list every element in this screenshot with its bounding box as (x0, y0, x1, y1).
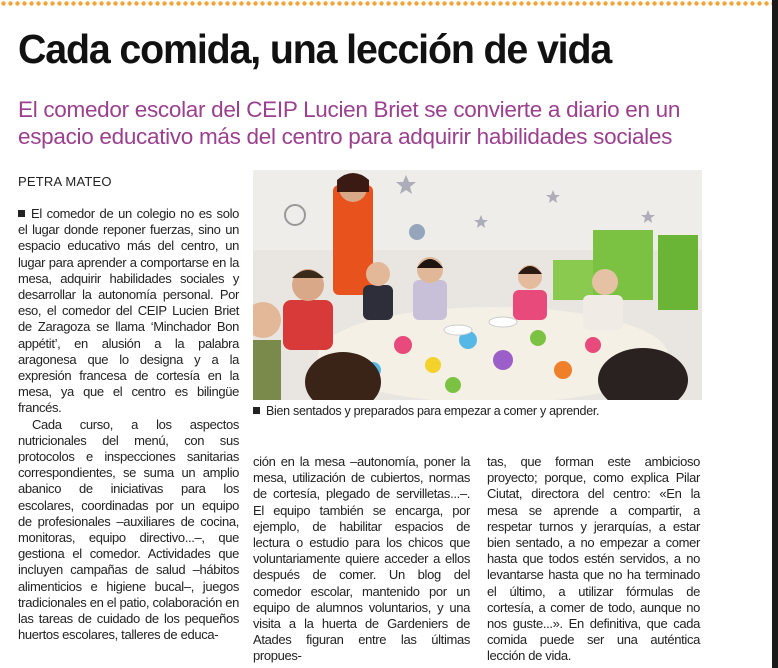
paragraph-3: ción en la mesa –autonomía, poner la mesa, utilización de cubiertos, normas de cortesía, plegado de servilletas...–. El equipo también se encarga, por ejemplo, de habilitar espacios de lectura o estudio para los chicos que voluntariamente quiere acceder a ellos después de comer. Un blog del comedor escolar, mantenido por un equipo de alumnos voluntarios, y una visita a la huerta de Gardeniers de Atades figuran entre las últimas propues- (253, 454, 470, 664)
headline: Cada comida, una lección de vida (18, 26, 612, 72)
paragraph-2: Cada curso, a los aspectos nutricionales del menú, con sus protocolos e inspecciones sanitarias correspondientes, se suma un amplio abanico de iniciativas para los escolares, coordinadas por un equipo de profesionales –auxiliares de cocina, monitoras, equipo directivo...–, que gestiona el comedor. Actividades que incluyen campañas de salud –hábitos alimenticios e higiene bucal–, juegos tradicionales en el patio, colaboración en las tareas de cuidado de los pequeños huertos escolares, talleres de educa- (18, 416, 239, 643)
photo-caption-text: Bien sentados y preparados para empezar a comer y aprender. (266, 404, 600, 418)
article-column-3 (487, 454, 700, 665)
dining-room-children-table-icon (253, 170, 702, 400)
subheadline: El comedor escolar del CEIP Lucien Briet se convierte a diario en un espacio educativo más del centro para adquirir habilidades sociales (18, 97, 681, 149)
paragraph-lead (18, 206, 239, 417)
photo-caption (253, 404, 599, 418)
article-column-2 (253, 454, 470, 665)
article-column-1 (18, 206, 239, 643)
byline: PETRA MATEO (18, 174, 112, 189)
article-photo (253, 170, 702, 400)
paragraph-marker-icon (18, 210, 25, 217)
paragraph-1-text: El comedor de un colegio no es solo el lugar donde reponer fuerzas, sino un espacio educativo más del centro, un lugar para aprender a comportarse en la mesa, adquirir habilidades sociales y desarrollar la autonomía personal. Por eso, el comedor del CEIP Lucien Briet de Zaragoza se llama ‘Minchador Bon appétit’, en alusión a la palabra aragonesa que lo designa y a la expresión francesa de cortesía en la mesa, ya que el centro es bilingüe francés. (18, 206, 239, 416)
caption-marker-icon (253, 407, 260, 414)
paragraph-4: tas, que forman este ambicioso proyecto; porque, como explica Pilar Ciutat, directora del centro: «En la mesa se aprende a compartir, a respetar turnos y jerarquías, a estar bien sentado, a no empezar a comer hasta que todos estén servidos, a no levantarse hasta que no ha terminado el último, a utilizar fórmulas de cortesía, a comer de todo, aunque no nos guste...». En definitiva, que cada comida puede ser una auténtica lección de vida. (487, 454, 700, 664)
top-dotted-rule (0, 0, 778, 7)
page-right-border (772, 0, 778, 668)
